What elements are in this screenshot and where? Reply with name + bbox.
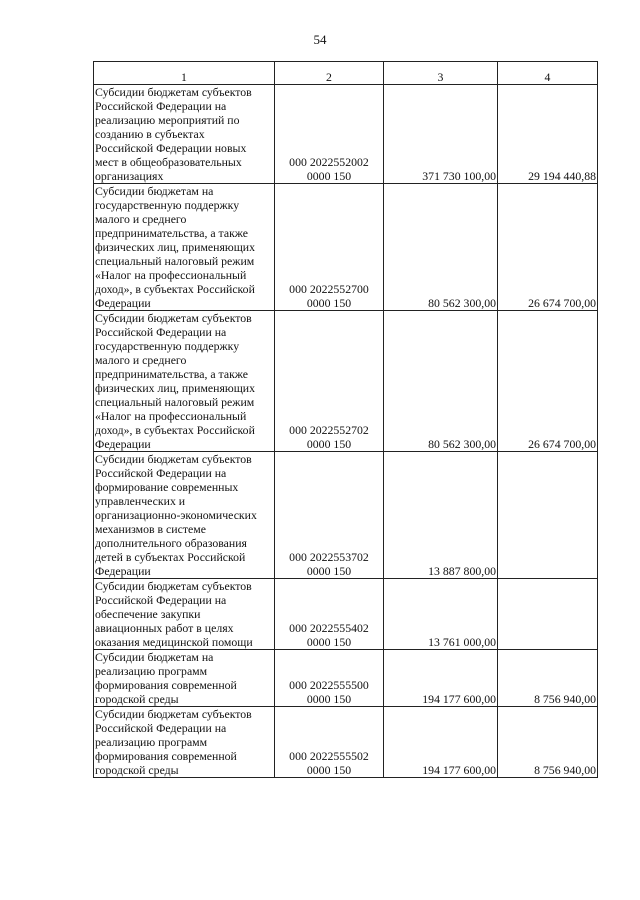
row-code-line: 0000 150	[306, 564, 352, 578]
row-amount-1: 13 761 000,00	[384, 579, 498, 650]
row-name-line: детей в субъектах Российской	[95, 550, 246, 564]
row-code-line: 000 2022552002	[289, 155, 369, 169]
row-amount-1: 80 562 300,00	[384, 184, 498, 311]
row-name-cell	[94, 650, 275, 707]
row-name-line: формирования современной	[95, 678, 237, 692]
row-amount-2: 29 194 440,88	[498, 85, 598, 184]
row-name-line: Субсидии бюджетам субъектов	[95, 85, 252, 99]
row-amount-1: 194 177 600,00	[384, 707, 498, 778]
column-header-2: 2	[275, 62, 384, 85]
row-code-cell	[275, 707, 384, 778]
row-code-cell	[275, 85, 384, 184]
table-row	[94, 184, 598, 311]
table-row	[94, 579, 598, 650]
row-name-line: специальный налоговый режим	[95, 254, 255, 268]
row-name-line: Российской Федерации на	[95, 325, 227, 339]
table-row	[94, 311, 598, 452]
row-name-line: организациях	[95, 169, 164, 183]
row-code-cell	[275, 452, 384, 579]
row-name-cell	[94, 707, 275, 778]
table-row	[94, 707, 598, 778]
row-code-cell	[275, 311, 384, 452]
row-code-line: 000 2022555402	[289, 621, 369, 635]
table-row	[94, 452, 598, 579]
row-code-cell	[275, 184, 384, 311]
row-name-line: государственную поддержку	[95, 339, 240, 353]
row-amount-1: 194 177 600,00	[384, 650, 498, 707]
row-name-line: Российской Федерации на	[95, 466, 227, 480]
row-name-line: Федерации	[95, 296, 151, 310]
table-row	[94, 85, 598, 184]
row-amount-2: 8 756 940,00	[498, 650, 598, 707]
row-name-line: реализацию программ	[95, 735, 208, 749]
row-name-line: городской среды	[95, 763, 179, 777]
row-name-cell	[94, 579, 275, 650]
row-name-line: физических лиц, применяющих	[95, 240, 256, 254]
row-name-line: предпринимательства, а также	[95, 226, 249, 240]
row-amount-1: 13 887 800,00	[384, 452, 498, 579]
row-name-line: Субсидии бюджетам субъектов	[95, 579, 252, 593]
row-name-line: доход», в субъектах Российской	[95, 282, 255, 296]
row-code-cell	[275, 579, 384, 650]
table-body	[94, 85, 598, 778]
row-name-line: Российской Федерации на	[95, 593, 227, 607]
row-name-line: Субсидии бюджетам субъектов	[95, 707, 252, 721]
row-name-line: организационно-экономических	[95, 508, 257, 522]
table-row	[94, 650, 598, 707]
row-name-line: малого и среднего	[95, 212, 187, 226]
row-name-line: «Налог на профессиональный	[95, 268, 247, 282]
row-code-line: 000 2022552702	[289, 423, 369, 437]
row-name-cell	[94, 452, 275, 579]
row-code-line: 000 2022552700	[289, 282, 369, 296]
row-name-line: городской среды	[95, 692, 179, 706]
row-name-line: малого и среднего	[95, 353, 187, 367]
row-name-line: доход», в субъектах Российской	[95, 423, 255, 437]
row-name-line: формирования современной	[95, 749, 237, 763]
column-header-4: 4	[498, 62, 598, 85]
row-name-line: Российской Федерации новых	[95, 141, 247, 155]
row-code-line: 0000 150	[306, 296, 352, 310]
row-amount-2	[498, 452, 598, 579]
table-header-row	[94, 62, 598, 85]
row-name-line: специальный налоговый режим	[95, 395, 255, 409]
row-name-line: оказания медицинской помощи	[95, 635, 253, 649]
row-code-line: 0000 150	[306, 692, 352, 706]
column-header-1: 1	[94, 62, 275, 85]
row-name-line: мест в общеобразовательных	[95, 155, 242, 169]
row-name-line: механизмов в системе	[95, 522, 206, 536]
row-name-line: предпринимательства, а также	[95, 367, 249, 381]
row-name-line: Российской Федерации на	[95, 721, 227, 735]
row-code-line: 000 2022555500	[289, 678, 369, 692]
row-code-line: 0000 150	[306, 169, 352, 183]
row-amount-2: 8 756 940,00	[498, 707, 598, 778]
row-name-line: государственную поддержку	[95, 198, 240, 212]
page-number: 54	[313, 32, 327, 47]
row-name-line: Федерации	[95, 437, 151, 451]
row-name-cell	[94, 85, 275, 184]
row-name-line: реализацию мероприятий по	[95, 113, 240, 127]
row-name-line: формирование современных	[95, 480, 239, 494]
budget-table	[93, 61, 598, 778]
row-code-line: 0000 150	[306, 763, 352, 777]
row-code-line: 0000 150	[306, 437, 352, 451]
row-amount-1: 80 562 300,00	[384, 311, 498, 452]
row-name-cell	[94, 184, 275, 311]
row-name-line: Федерации	[95, 564, 151, 578]
row-name-line: Субсидии бюджетам на	[95, 650, 214, 664]
row-code-line: 0000 150	[306, 635, 352, 649]
row-name-line: управленческих и	[95, 494, 186, 508]
row-name-cell	[94, 311, 275, 452]
row-name-line: авиационных работ в целях	[95, 621, 234, 635]
row-name-line: созданию в субъектах	[95, 127, 205, 141]
row-amount-2	[498, 579, 598, 650]
row-code-cell	[275, 650, 384, 707]
row-name-line: Субсидии бюджетам на	[95, 184, 214, 198]
row-amount-2: 26 674 700,00	[498, 311, 598, 452]
row-name-line: обеспечение закупки	[95, 607, 201, 621]
row-code-line: 000 2022555502	[289, 749, 369, 763]
row-code-line: 000 2022553702	[289, 550, 369, 564]
row-amount-1: 371 730 100,00	[384, 85, 498, 184]
row-name-line: реализацию программ	[95, 664, 208, 678]
row-name-line: физических лиц, применяющих	[95, 381, 256, 395]
row-amount-2: 26 674 700,00	[498, 184, 598, 311]
row-name-line: дополнительного образования	[95, 536, 247, 550]
column-header-3: 3	[384, 62, 498, 85]
row-name-line: «Налог на профессиональный	[95, 409, 247, 423]
row-name-line: Российской Федерации на	[95, 99, 227, 113]
row-name-line: Субсидии бюджетам субъектов	[95, 311, 252, 325]
row-name-line: Субсидии бюджетам субъектов	[95, 452, 252, 466]
